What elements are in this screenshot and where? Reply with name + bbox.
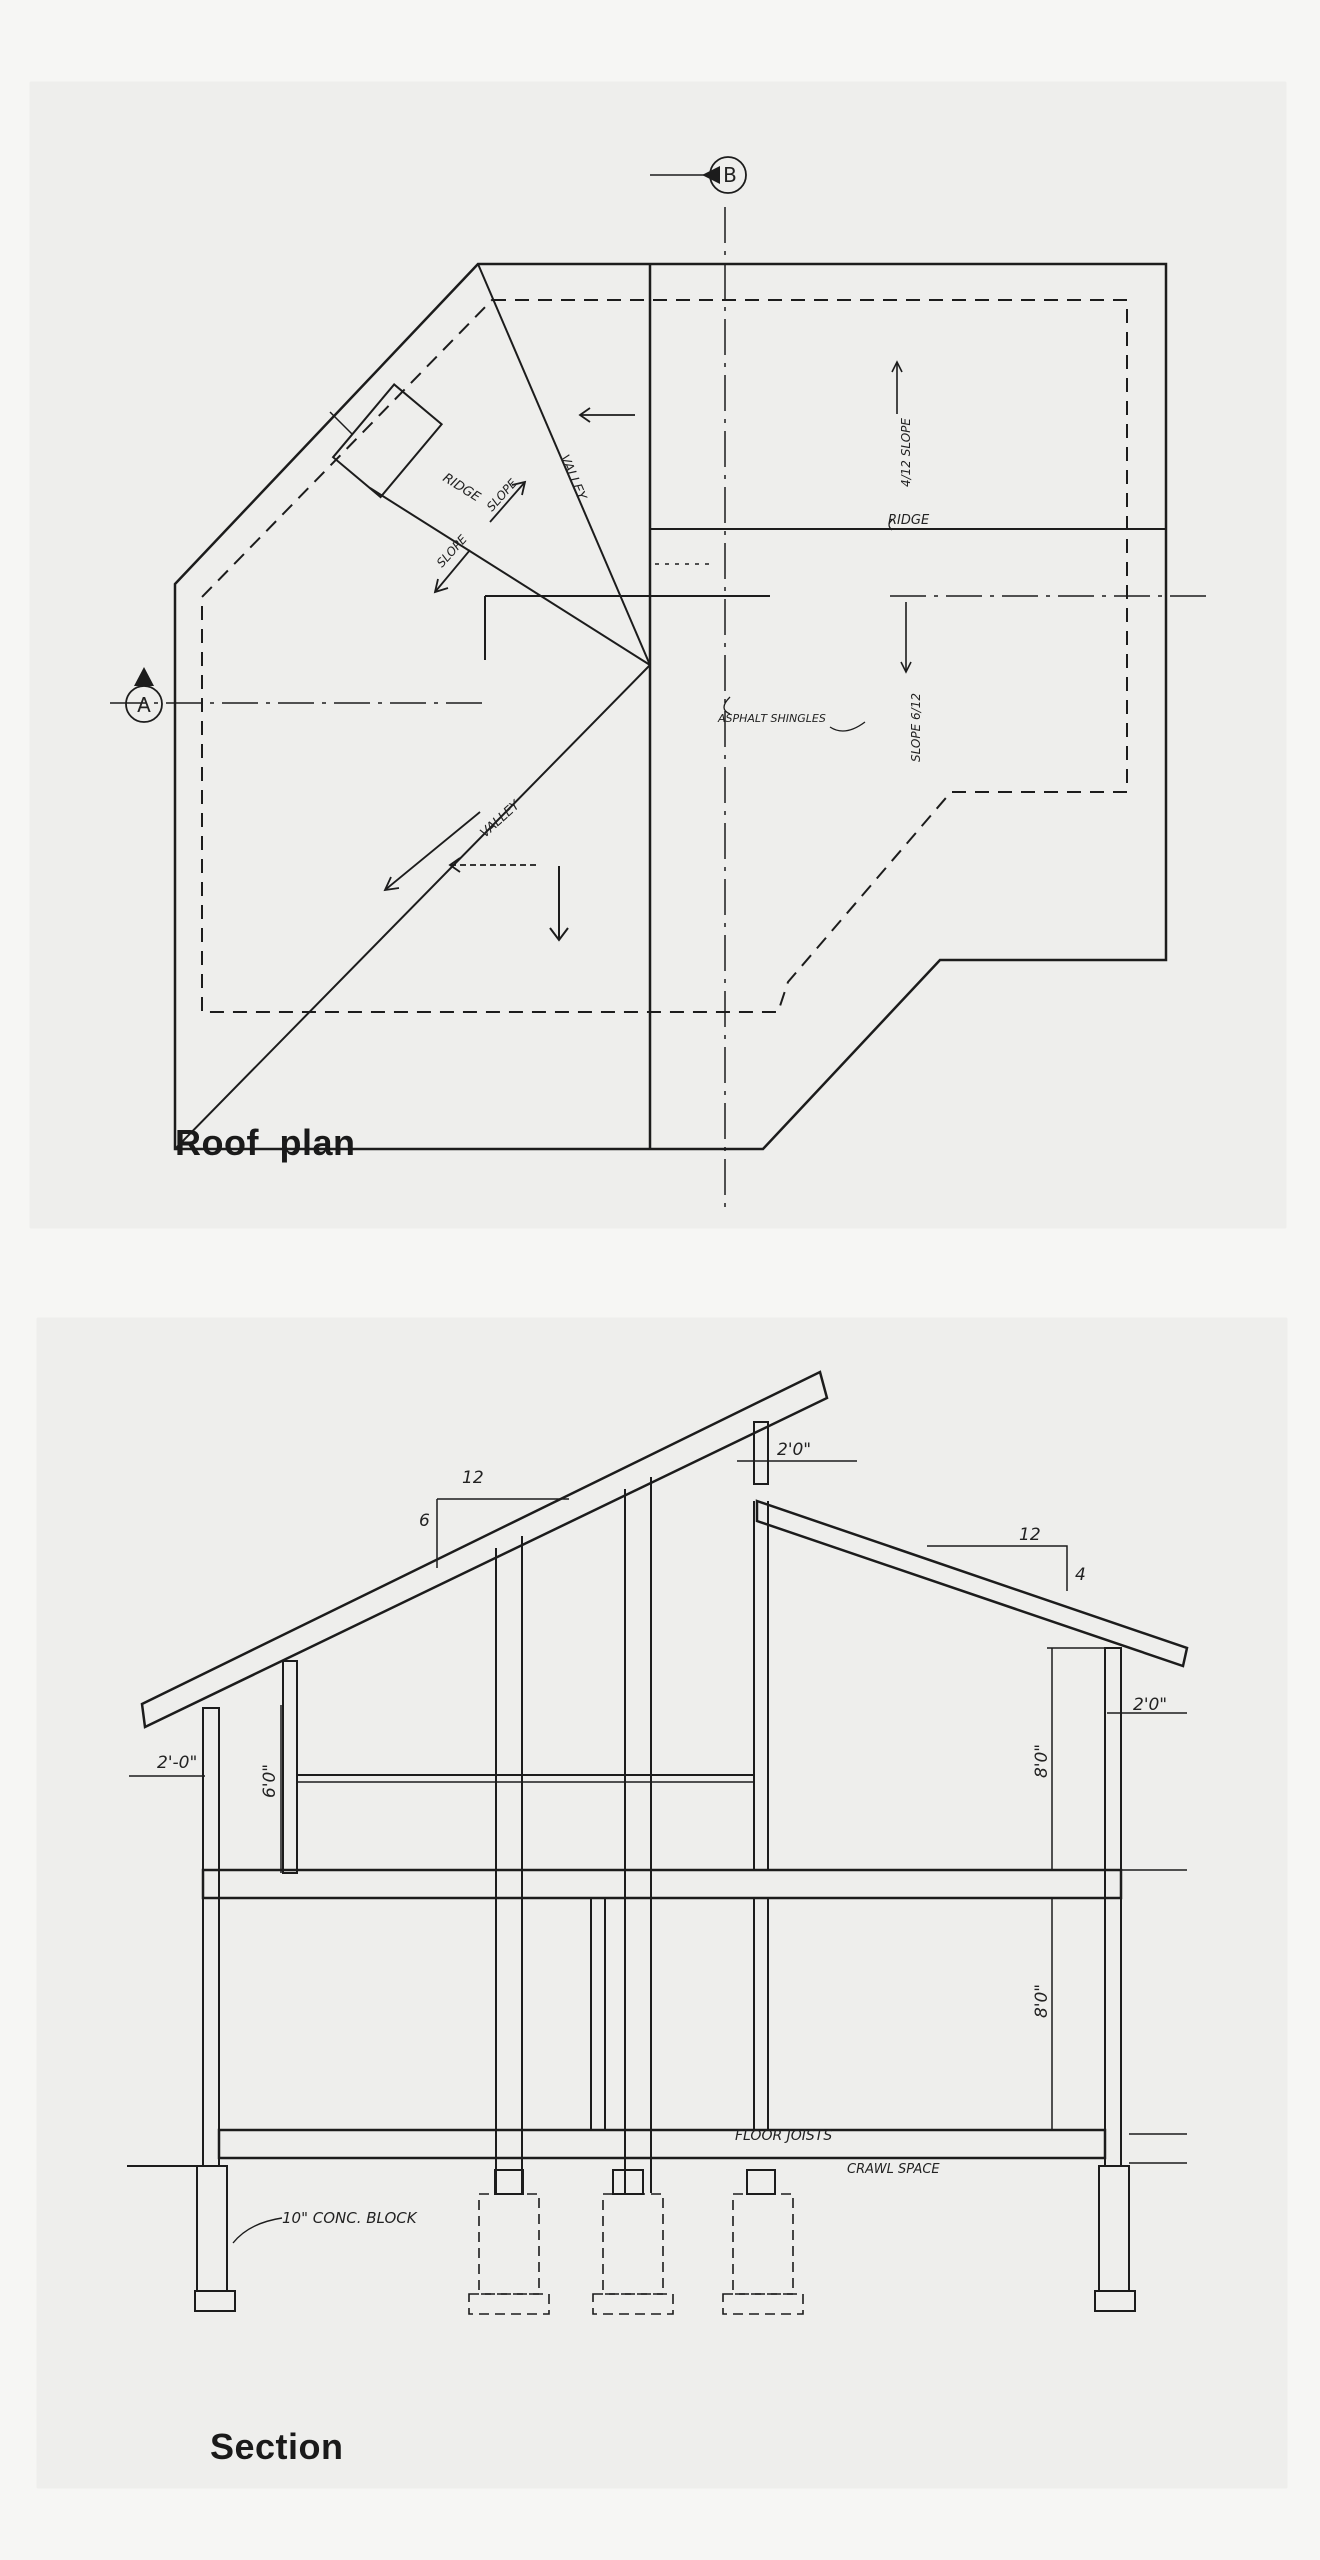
left-footing: [195, 2291, 235, 2311]
left-exterior-wall: [203, 1708, 219, 2166]
conc-block-leader: [233, 2218, 282, 2243]
first-floor-slab: [219, 2130, 1105, 2158]
asphalt-leader: [830, 722, 865, 731]
pier-2: [593, 2170, 673, 2314]
overhang-top: 2'0": [777, 1440, 812, 1460]
roof-outline: [175, 264, 1166, 1149]
section-drawing: [37, 1318, 1287, 2488]
slope-arrow-left-upper: [580, 408, 635, 422]
clear-right-upper: 8'0": [1032, 1743, 1052, 1778]
pitch-right-rise: 4: [1075, 1565, 1086, 1585]
diagonal-ridge-line: [370, 488, 650, 665]
right-foundation-wall: [1099, 2166, 1129, 2291]
roof-plan-caption: Roof plan: [175, 1122, 356, 1163]
valley-upper-label: VALLEY: [556, 452, 589, 503]
slope-arrow-6-12: [901, 602, 911, 672]
overhang-left: 2'-0": [157, 1753, 198, 1773]
section-caption: Section: [210, 2426, 344, 2467]
right-footing: [1095, 2291, 1135, 2311]
slope-arrow-valley-lower: [385, 812, 480, 890]
pitch-right-run: 12: [1019, 1525, 1041, 1545]
section-marker-a-arrow: [134, 667, 154, 686]
right-exterior-wall: [1105, 1648, 1121, 2166]
roof-plan-drawing: [30, 82, 1286, 1228]
section-marker-a-label: A: [137, 693, 151, 717]
slope-upper-label: SLOPE: [483, 476, 520, 515]
slope-left-label: SLOPE: [433, 532, 470, 571]
floor-joists-label: FLOOR JOISTS: [735, 2128, 833, 2144]
second-floor-slab: [203, 1870, 1121, 1898]
pier-1: [469, 2170, 549, 2314]
clear-right-lower: 8'0": [1032, 1983, 1052, 2018]
right-roof-slab: [757, 1501, 1187, 1666]
slope-arrow-down: [550, 866, 568, 940]
overhang-right: 2'0": [1133, 1695, 1168, 1715]
pier-3: [723, 2170, 803, 2314]
left-foundation-wall: [197, 2166, 227, 2291]
ridge-diag-label: RIDGE: [439, 470, 483, 506]
section-sheet: [37, 1318, 1287, 2488]
asphalt-label: ASPHALT SHINGLES: [718, 712, 826, 725]
slope-6-12-label: SLOPE 6/12: [909, 693, 923, 762]
pitch-left-run: 12: [462, 1468, 484, 1488]
ridge-main-label: RIDGE: [888, 513, 930, 528]
short-post: [591, 1898, 605, 2130]
section-marker-b-label: B: [723, 163, 737, 187]
lower-valley-line: [175, 665, 650, 1149]
wall-outline-dashed: [202, 300, 1127, 1012]
valley-lower-label: VALLEY: [477, 798, 524, 841]
conc-block-label: 10" CONC. BLOCK: [282, 2209, 417, 2227]
ridge-post-lower: [754, 1898, 768, 2130]
clear-left: 6'0": [260, 1763, 280, 1798]
roof-plan-sheet: [30, 82, 1286, 1228]
chimney-tick: [330, 412, 352, 434]
left-upper-interior-wall: [283, 1661, 297, 1873]
main-roof-slab: [142, 1372, 827, 1727]
slope-arrow-left-lower: [450, 858, 536, 872]
slope-arrow-4-12: [892, 362, 902, 414]
pitch-left-rise: 6: [419, 1511, 430, 1531]
slope-4-12-label: 4/12 SLOPE: [899, 418, 913, 487]
crawl-space-label: CRAWL SPACE: [847, 2162, 940, 2177]
